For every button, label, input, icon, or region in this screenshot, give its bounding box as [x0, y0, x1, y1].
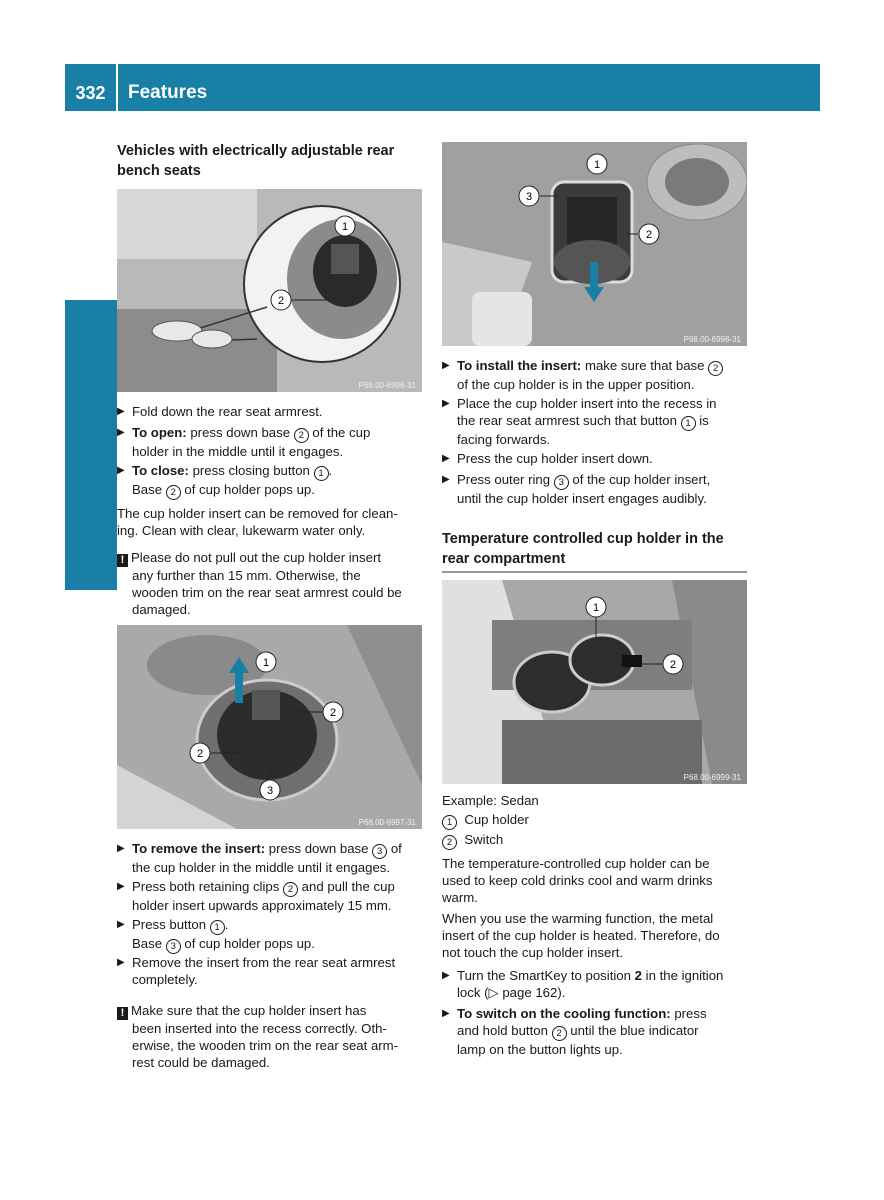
svg-text:1: 1 [262, 657, 270, 669]
image-caption: Example: Sedan [442, 793, 539, 808]
step-arrow-icon: ▶ [117, 843, 125, 854]
step-item: ▶ Remove the insert from the rear seat armrest completely. [117, 955, 396, 987]
warning-icon: ! [117, 554, 128, 567]
step-arrow-icon: ▶ [442, 453, 450, 464]
step-item: ▶ To install the insert: make sure that base 2 of the cup holder is in the upper position. [442, 357, 767, 393]
temperature-cupholder-photo [442, 580, 747, 784]
image-code: P68.00-6997-31 [358, 818, 416, 827]
svg-text:2: 2 [645, 229, 653, 241]
step-item: ▶ Press outer ring 3 of the cup holder insert, until the cup holder insert engages audibly. [442, 472, 711, 506]
paragraph: The temperature-controlled cup holder can be used to keep cold drinks cool and warm drinks warm. [442, 856, 713, 905]
step-item: ▶ To open: press down base 2 of the cup holder in the middle until it engages. [117, 425, 371, 459]
warning-note: ! Please do not pull out the cup holder insert any further than 15 mm. Otherwise, the wooden trim on the rear seat armrest could be damaged. [117, 549, 427, 618]
heading-rule [442, 571, 747, 573]
step-arrow-icon: ▶ [442, 474, 450, 485]
cupholder-remove-photo [117, 625, 422, 829]
svg-text:1: 1 [593, 159, 601, 171]
image-code: P68.00-6999-31 [683, 773, 741, 782]
page-number: 332 [75, 83, 106, 103]
paragraph: When you use the warming function, the metal insert of the cup holder is heated. Therefore, do not touch the cup holder insert. [442, 911, 720, 960]
svg-text:2: 2 [277, 295, 285, 307]
svg-text:2: 2 [329, 707, 337, 719]
step-arrow-icon: ▶ [117, 465, 125, 476]
svg-text:1: 1 [341, 221, 349, 233]
side-tab-label: Stowage and features [76, 343, 97, 540]
armrest-photo [117, 189, 422, 392]
step-item: ▶ To remove the insert: press down base 3 of the cup holder in the middle until it engages. [117, 841, 402, 875]
step-arrow-icon: ▶ [442, 1008, 450, 1019]
section-heading: Vehicles with electrically adjustable rear bench seats [117, 143, 395, 179]
step-item: ▶ Place the cup holder insert into the recess in the rear seat armrest such that button 1 is facing forwards. [442, 396, 717, 447]
step-arrow-icon: ▶ [117, 406, 125, 417]
step-arrow-icon: ▶ [117, 427, 125, 438]
step-arrow-icon: ▶ [117, 957, 125, 968]
step-item: ▶ Press both retaining clips 2 and pull the cup holder insert upwards approximately 15 mm. [117, 879, 395, 913]
step-item: ▶ Press button 1 . Base 3 of cup holder pops up. [117, 917, 315, 952]
section-heading: Temperature controlled cup holder in the rear compartment [442, 531, 724, 567]
step-arrow-icon: ▶ [442, 360, 450, 371]
step-item: ▶ Turn the SmartKey to position 2 in the ignition lock (▷ page 162). [442, 968, 724, 1000]
step-item: ▶ Fold down the rear seat armrest. [117, 404, 323, 419]
svg-text:2: 2 [196, 748, 204, 760]
warning-icon: ! [117, 1007, 128, 1020]
legend-item: 2 Switch [442, 831, 752, 850]
step-arrow-icon: ▶ [117, 919, 125, 930]
step-item: ▶ To switch on the cooling function: press and hold button 2 until the blue indicator lamp on the button lights up. [442, 1006, 707, 1057]
step-arrow-icon: ▶ [442, 398, 450, 409]
legend-item: 1 Cup holder [442, 811, 752, 830]
image-code: P68.00-6996-31 [358, 381, 416, 390]
warning-note: ! Make sure that the cup holder insert has been inserted into the recess correctly. Oth- erwise, the wooden trim on the rear seat arm- rest could be damaged. [117, 1002, 427, 1071]
step-item: ▶ To close: press closing button 1 . Base 2 of cup holder pops up. [117, 463, 333, 498]
header-divider [116, 64, 118, 111]
step-arrow-icon: ▶ [117, 881, 125, 892]
paragraph: The cup holder insert can be removed for clean- ing. Clean with clear, lukewarm water only. [117, 506, 398, 538]
svg-text:2: 2 [669, 659, 677, 671]
svg-text:1: 1 [592, 602, 600, 614]
step-item: ▶ Press the cup holder insert down. [442, 451, 653, 466]
header-title: Features [128, 82, 208, 103]
image-code: P68.00-6998-31 [683, 335, 741, 344]
svg-text:3: 3 [266, 785, 274, 797]
page-header [65, 64, 820, 111]
svg-text:3: 3 [525, 191, 533, 203]
cupholder-install-photo [442, 142, 747, 346]
step-arrow-icon: ▶ [442, 970, 450, 981]
